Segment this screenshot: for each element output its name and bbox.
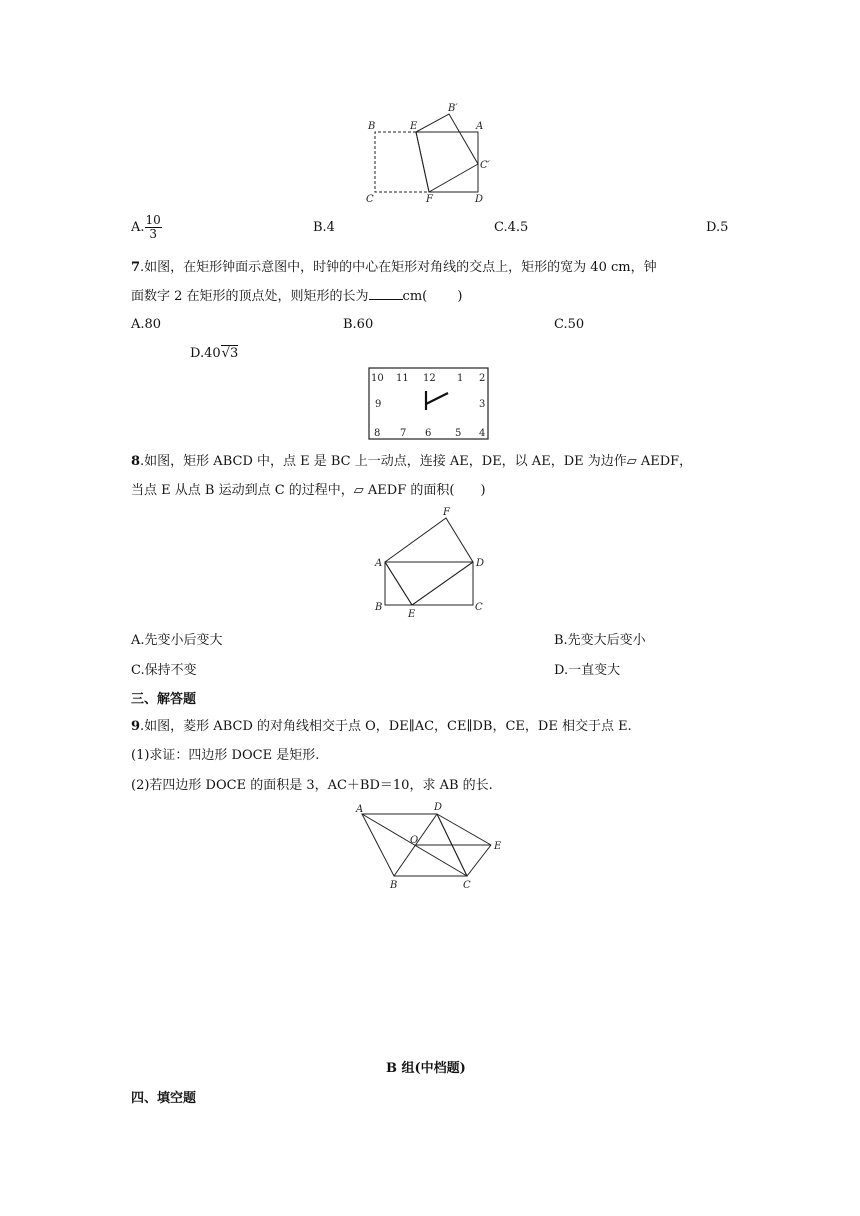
q9-label-E: E xyxy=(494,841,502,852)
q8-question-line1: 8.如图，矩形 ABCD 中，点 E 是 BC 上一动点，连接 AE，DE，以 AE，DE 为边作▱ AEDF， xyxy=(131,454,693,469)
q8-label-D: D xyxy=(476,558,485,569)
q6-label-Bprime: B′ xyxy=(448,103,458,114)
q7-option-a: A.80 xyxy=(131,317,162,332)
q7-hour-hand xyxy=(426,393,448,404)
q9-number: 9 xyxy=(131,719,141,734)
q7-clock-9: 9 xyxy=(375,399,382,410)
q7-clock-3: 3 xyxy=(479,399,486,410)
q6-option-a-fraction: $\frac{10}{3}$ xyxy=(145,213,161,241)
q8-option-d: D.一直变大 xyxy=(554,663,621,678)
q7-clock-5: 5 xyxy=(455,428,462,439)
q9-label-A: A xyxy=(356,804,364,815)
q7-question-line1: 7.如图，在矩形钟面示意图中，时钟的中心在矩形对角线的交点上，矩形的宽为 40 cm，钟 xyxy=(131,260,657,275)
q8-label-F: F xyxy=(443,507,450,518)
q7-option-b: B.60 xyxy=(343,317,374,332)
q8-label-C: C xyxy=(475,602,483,613)
q8-option-a: A.先变小后变大 xyxy=(131,633,223,648)
q6-label-A: A xyxy=(476,121,484,132)
q8-option-c: C.保持不变 xyxy=(131,663,197,678)
q9-label-C: C xyxy=(463,880,471,891)
q9-part1: (1)求证：四边形 DOCE 是矩形. xyxy=(131,748,320,763)
q7-clock-6: 6 xyxy=(425,428,432,439)
group-b-title: B 组(中档题) xyxy=(386,1061,466,1076)
q6-option-a: A. $\frac{10}{3}$ xyxy=(131,213,161,241)
q8-number: 8 xyxy=(131,454,141,469)
q6-figure xyxy=(360,98,500,208)
section4-title: 四、填空题 xyxy=(131,1091,197,1106)
q8-figure xyxy=(368,504,490,622)
q7-answer-blank[interactable] xyxy=(369,287,403,300)
q8-label-B: B xyxy=(375,602,383,613)
q8-question-line2: 当点 E 从点 B 运动到点 C 的过程中，▱ AEDF 的面积( ) xyxy=(131,483,486,498)
q7-clock-12: 12 xyxy=(423,373,436,384)
q6-label-E: E xyxy=(410,121,418,132)
q7-clock-8: 8 xyxy=(374,428,381,439)
q9-part2: (2)若四边形 DOCE 的面积是 3，AC＋BD＝10，求 AB 的长. xyxy=(131,778,493,793)
q9-question-line1: 9.如图，菱形 ABCD 的对角线相交于点 O，DE∥AC，CE∥DB，CE，DE 相交于点 E. xyxy=(131,719,632,734)
q7-clock-2: 2 xyxy=(479,373,486,384)
q7-clock-4: 4 xyxy=(479,428,486,439)
q6-label-F: F xyxy=(426,194,433,205)
q7-option-d-sqrt: √3 xyxy=(221,346,239,361)
q7-clock-figure xyxy=(368,367,490,441)
q8-label-E: E xyxy=(408,609,416,620)
q7-clock-1: 1 xyxy=(457,373,464,384)
q6-label-C: C xyxy=(366,194,374,205)
q6-label-D: D xyxy=(475,194,484,205)
q7-clock-10: 10 xyxy=(371,373,384,384)
section3-title: 三、解答题 xyxy=(131,692,197,707)
q6-label-Cprime: C′ xyxy=(480,160,490,171)
q6-option-c: C.4.5 xyxy=(494,220,529,235)
q7-question-line2: 面数字 2 在矩形的顶点处，则矩形的长为 cm( ) xyxy=(131,289,463,304)
q9-label-D: D xyxy=(434,802,443,813)
q6-label-B: B xyxy=(368,121,376,132)
q7-clock-7: 7 xyxy=(400,428,407,439)
q8-option-b: B.先变大后变小 xyxy=(554,633,646,648)
q7-number: 7 xyxy=(131,260,141,275)
q6-option-b: B.4 xyxy=(313,220,335,235)
q7-clock-11: 11 xyxy=(396,373,409,384)
q9-label-O: O xyxy=(410,835,419,846)
q6-option-d: D.5 xyxy=(706,220,729,235)
q7-option-d: D.40√3 xyxy=(190,346,239,361)
q8-label-A: A xyxy=(375,558,383,569)
q9-label-B: B xyxy=(390,880,398,891)
q7-option-c: C.50 xyxy=(554,317,585,332)
q9-figure xyxy=(352,800,512,894)
